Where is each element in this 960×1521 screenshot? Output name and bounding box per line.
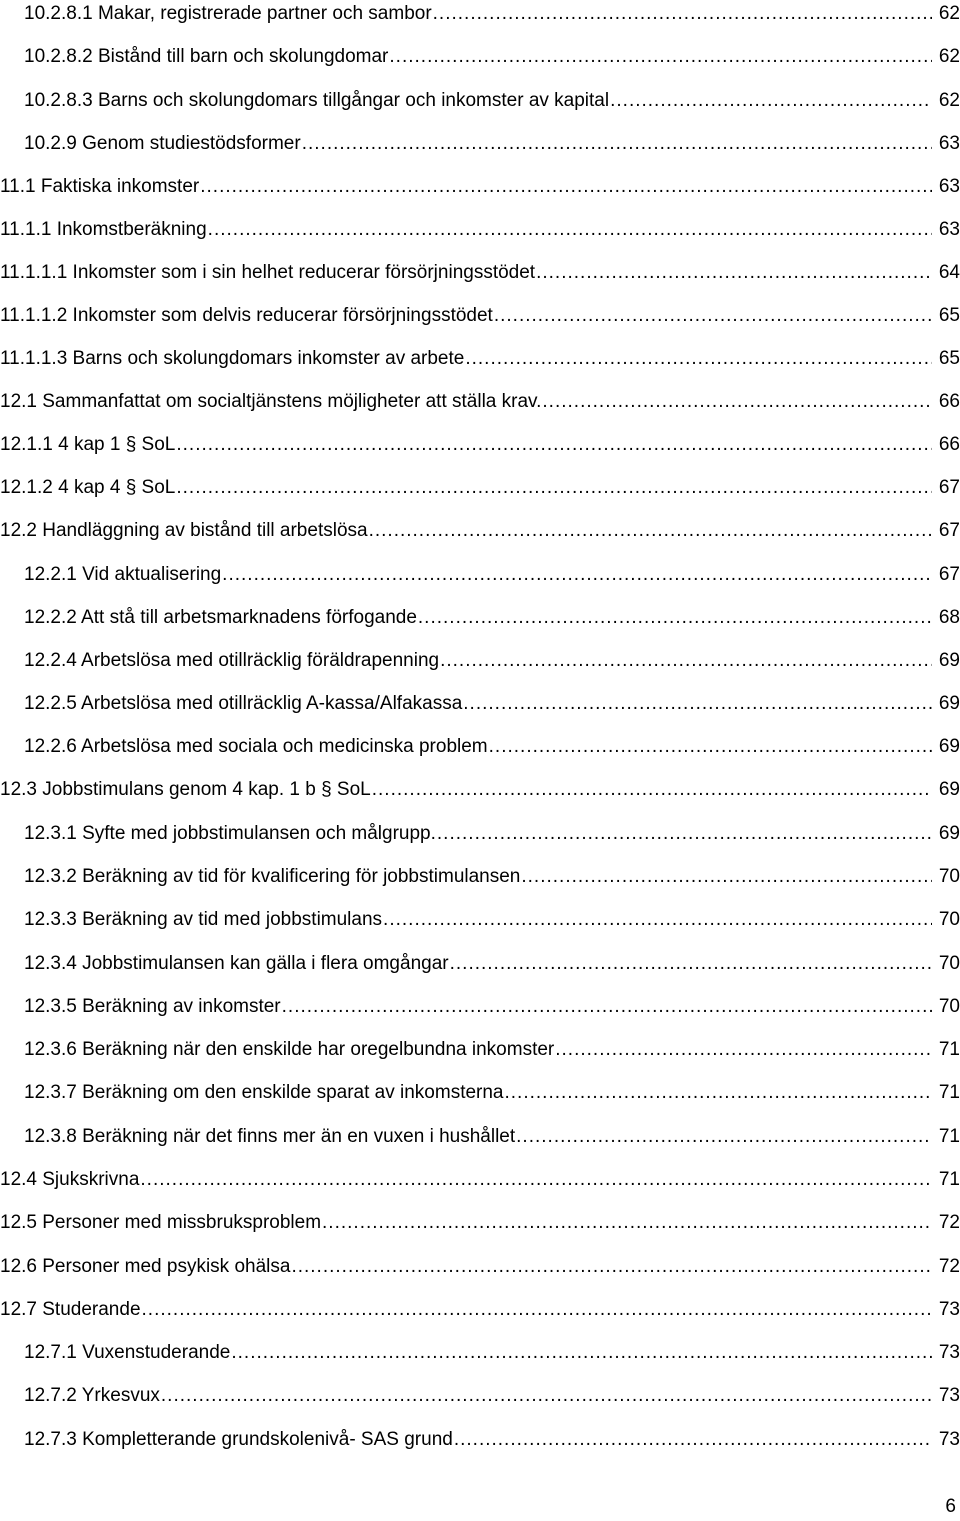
toc-entry-label: 11.1 Faktiska inkomster <box>0 176 200 197</box>
toc-dot-leader <box>140 1166 932 1194</box>
toc-entry-label: 12.2.1 Vid aktualisering <box>24 564 222 585</box>
toc-entry-page-number: 67 <box>938 477 960 498</box>
toc-entry[interactable] <box>0 1426 960 1454</box>
toc-entry-label: 11.1.1.2 Inkomster som delvis reducerar försörjningsstödet <box>0 305 493 326</box>
toc-entry[interactable] <box>0 302 960 330</box>
toc-entry[interactable] <box>0 863 960 891</box>
toc-entry-label: 12.3.8 Beräkning när det finns mer än en vuxen i hushållet <box>24 1126 516 1147</box>
toc-dot-leader <box>465 345 932 373</box>
toc-entry[interactable] <box>0 130 960 158</box>
toc-entry[interactable] <box>0 43 960 71</box>
toc-entry-page-number: 70 <box>938 909 960 930</box>
toc-entry-page-number: 71 <box>938 1126 960 1147</box>
toc-entry[interactable] <box>0 388 960 416</box>
toc-entry-label: 11.1.1 Inkomstberäkning <box>0 219 207 240</box>
toc-entry-page-number: 70 <box>938 996 960 1017</box>
toc-entry-label: 12.1 Sammanfattat om socialtjänstens möjligheter att ställa krav. <box>0 391 542 412</box>
toc-entry[interactable] <box>0 733 960 761</box>
toc-entry-page-number: 67 <box>938 520 960 541</box>
toc-entry-label: 12.3.7 Beräkning om den enskilde sparat av inkomsterna <box>24 1082 504 1103</box>
toc-entry[interactable] <box>0 173 960 201</box>
toc-dot-leader <box>489 733 932 761</box>
toc-dot-leader <box>176 474 932 502</box>
toc-dot-leader <box>291 1253 932 1281</box>
toc-entry-label: 12.3.3 Beräkning av tid med jobbstimulans <box>24 909 383 930</box>
toc-dot-leader <box>454 1426 932 1454</box>
toc-dot-leader <box>389 43 932 71</box>
toc-entry-page-number: 70 <box>938 866 960 887</box>
toc-entry[interactable] <box>0 216 960 244</box>
toc-entry[interactable] <box>0 1296 960 1324</box>
toc-entry-page-number: 69 <box>938 736 960 757</box>
toc-entry-label: 12.5 Personer med missbruksproblem <box>0 1212 322 1233</box>
toc-dot-leader <box>231 1339 932 1367</box>
toc-entry-label: 12.7.3 Kompletterande grundskolenivå- SAS grund <box>24 1429 453 1450</box>
toc-dot-leader <box>208 216 932 244</box>
toc-dot-leader <box>536 259 932 287</box>
toc-dot-leader <box>463 690 932 718</box>
toc-entry-label: 10.2.9 Genom studiestödsformer <box>24 133 301 154</box>
toc-entry-label: 10.2.8.1 Makar, registrerade partner och sambor <box>24 3 432 24</box>
toc-entry-page-number: 72 <box>938 1256 960 1277</box>
toc-entry-page-number: 62 <box>938 90 960 111</box>
toc-entry[interactable] <box>0 517 960 545</box>
toc-entry[interactable] <box>0 259 960 287</box>
toc-entry-page-number: 69 <box>938 823 960 844</box>
toc-entry[interactable] <box>0 0 960 28</box>
toc-dot-leader <box>142 1296 932 1324</box>
toc-entry-page-number: 73 <box>938 1429 960 1450</box>
toc-entry[interactable] <box>0 474 960 502</box>
toc-entry-page-number: 62 <box>938 3 960 24</box>
toc-entry-label: 12.2.6 Arbetslösa med sociala och medicinska problem <box>24 736 488 757</box>
toc-entry-page-number: 63 <box>938 133 960 154</box>
toc-entry-page-number: 67 <box>938 564 960 585</box>
toc-entry[interactable] <box>0 345 960 373</box>
toc-entry[interactable] <box>0 1036 960 1064</box>
toc-dot-leader <box>610 87 932 115</box>
toc-dot-leader <box>450 950 932 978</box>
toc-entry[interactable] <box>0 1382 960 1410</box>
toc-entry[interactable] <box>0 820 960 848</box>
toc-dot-leader <box>433 0 932 28</box>
page-number: 6 <box>945 1496 956 1517</box>
toc-entry-page-number: 71 <box>938 1039 960 1060</box>
toc-entry-page-number: 66 <box>938 391 960 412</box>
toc-entry-label: 12.3.4 Jobbstimulansen kan gälla i flera omgångar <box>24 953 449 974</box>
toc-entry-page-number: 63 <box>938 176 960 197</box>
toc-entry-page-number: 69 <box>938 693 960 714</box>
toc-entry[interactable] <box>0 431 960 459</box>
toc-dot-leader <box>542 388 932 416</box>
toc-entry-page-number: 73 <box>938 1299 960 1320</box>
toc-entry-page-number: 65 <box>938 348 960 369</box>
toc-entry-label: 12.3.1 Syfte med jobbstimulansen och målgrupp. <box>24 823 436 844</box>
toc-entry-page-number: 68 <box>938 607 960 628</box>
toc-entry[interactable] <box>0 1123 960 1151</box>
toc-entry-page-number: 69 <box>938 779 960 800</box>
toc-entry-page-number: 73 <box>938 1342 960 1363</box>
toc-entry-label: 12.1.1 4 kap 1 § SoL <box>0 434 176 455</box>
toc-entry-label: 10.2.8.3 Barns och skolungdomars tillgångar och inkomster av kapital <box>24 90 610 111</box>
toc-entry[interactable] <box>0 776 960 804</box>
toc-dot-leader <box>437 820 932 848</box>
toc-dot-leader <box>516 1123 932 1151</box>
toc-entry-label: 11.1.1.1 Inkomster som i sin helhet reducerar försörjningsstödet <box>0 262 536 283</box>
toc-entry[interactable] <box>0 690 960 718</box>
toc-entry[interactable] <box>0 604 960 632</box>
toc-entry[interactable] <box>0 561 960 589</box>
toc-dot-leader <box>369 517 932 545</box>
toc-entry-label: 12.2.5 Arbetslösa med otillräcklig A-kassa/Alfakassa <box>24 693 463 714</box>
toc-entry-label: 12.4 Sjukskrivna <box>0 1169 140 1190</box>
toc-entry-label: 11.1.1.3 Barns och skolungdomars inkomster av arbete <box>0 348 465 369</box>
toc-entry[interactable] <box>0 1253 960 1281</box>
toc-dot-leader <box>372 776 932 804</box>
toc-entry[interactable] <box>0 950 960 978</box>
toc-dot-leader <box>200 173 932 201</box>
toc-dot-leader <box>555 1036 932 1064</box>
toc-entry-page-number: 73 <box>938 1385 960 1406</box>
toc-entry-page-number: 66 <box>938 434 960 455</box>
toc-dot-leader <box>176 431 932 459</box>
toc-entry[interactable] <box>0 906 960 934</box>
toc-dot-leader <box>494 302 932 330</box>
toc-entry[interactable] <box>0 1166 960 1194</box>
toc-entry-page-number: 69 <box>938 650 960 671</box>
toc-dot-leader <box>521 863 932 891</box>
toc-dot-leader <box>440 647 932 675</box>
toc-dot-leader <box>161 1382 932 1410</box>
toc-dot-leader <box>383 906 932 934</box>
toc-entry-page-number: 64 <box>938 262 960 283</box>
toc-entry-label: 12.2.2 Att stå till arbetsmarknadens förfogande <box>24 607 417 628</box>
toc-entry-page-number: 65 <box>938 305 960 326</box>
toc-entry-label: 12.3.2 Beräkning av tid för kvalificering för jobbstimulansen <box>24 866 521 887</box>
toc-entry[interactable] <box>0 1209 960 1237</box>
toc-entry-label: 12.3 Jobbstimulans genom 4 kap. 1 b § SoL <box>0 779 371 800</box>
toc-entry-label: 12.7.1 Vuxenstuderande <box>24 1342 231 1363</box>
toc-entry[interactable] <box>0 1339 960 1367</box>
toc-entry-label: 12.3.6 Beräkning när den enskilde har oregelbundna inkomster <box>24 1039 555 1060</box>
toc-entry-page-number: 72 <box>938 1212 960 1233</box>
toc-entry-page-number: 71 <box>938 1082 960 1103</box>
toc-entry[interactable] <box>0 87 960 115</box>
toc-dot-leader <box>322 1209 932 1237</box>
toc-entry-page-number: 62 <box>938 46 960 67</box>
toc-dot-leader <box>418 604 932 632</box>
toc-entry-page-number: 71 <box>938 1169 960 1190</box>
toc-entry[interactable] <box>0 993 960 1021</box>
toc-entry-label: 12.1.2 4 kap 4 § SoL <box>0 477 176 498</box>
toc-entry[interactable] <box>0 647 960 675</box>
toc-entry-label: 12.2 Handläggning av bistånd till arbetslösa <box>0 520 368 541</box>
toc-entry-label: 12.6 Personer med psykisk ohälsa <box>0 1256 291 1277</box>
toc-entry-page-number: 70 <box>938 953 960 974</box>
toc-entry-label: 12.3.5 Beräkning av inkomster <box>24 996 281 1017</box>
toc-entry-label: 12.7 Studerande <box>0 1299 141 1320</box>
toc-entry-page-number: 63 <box>938 219 960 240</box>
toc-entry-label: 10.2.8.2 Bistånd till barn och skolungdomar <box>24 46 389 67</box>
toc-dot-leader <box>282 993 932 1021</box>
toc-entry[interactable] <box>0 1079 960 1107</box>
toc-dot-leader <box>505 1079 933 1107</box>
toc-entry-label: 12.7.2 Yrkesvux <box>24 1385 160 1406</box>
toc-entry-label: 12.2.4 Arbetslösa med otillräcklig föräldrapenning <box>24 650 440 671</box>
toc-dot-leader <box>302 130 932 158</box>
toc-dot-leader <box>222 561 932 589</box>
